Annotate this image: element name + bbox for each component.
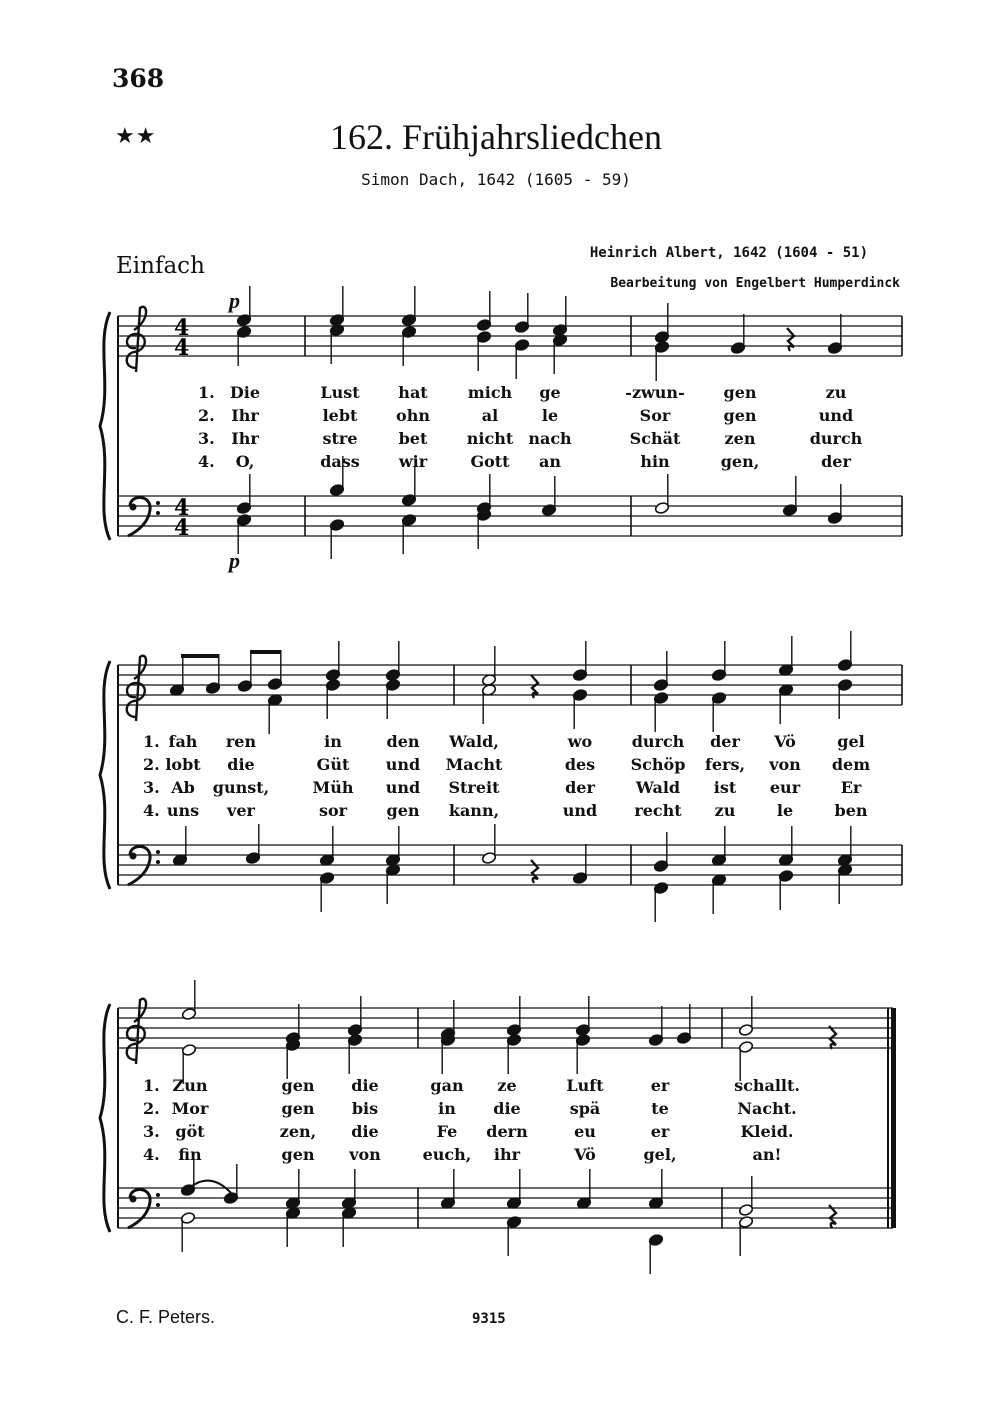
lyric-syllable: göt [175,1122,205,1141]
lyric-syllable: fers, [704,755,746,774]
lyric-syllable: al [481,406,499,425]
verse-number: 1. [198,383,215,402]
lyric-syllable: te [651,1099,669,1118]
bass-clef [128,1189,150,1228]
lyric-syllable: eur [769,778,801,797]
bass-clef [156,1193,160,1197]
lyric-syllable: Er [840,778,862,797]
verse-number: 2. [198,406,215,425]
tempo-marking: Einfach [116,253,205,279]
lyric-syllable: ohn [396,406,430,425]
bass-clef [156,860,160,864]
time-signature: 4 [174,315,190,341]
bass-clef [156,501,160,505]
lyric-syllable: fah [168,732,198,751]
lyric-syllable: gunst, [212,778,270,797]
lyric-syllable: der [821,452,851,471]
lyric-syllable: Mor [171,1099,209,1118]
lyric-syllable: des [564,755,596,774]
lyric-syllable: dass [320,452,360,471]
dynamic-treble: p [229,288,240,313]
lyric-syllable: der [565,778,595,797]
publisher: C. F. Peters. [116,1307,216,1327]
lyric-syllable: uns [166,801,200,820]
lyric-syllable: gan [430,1076,464,1095]
lyric-syllable: den [386,732,420,751]
lyric-syllable: Wald [635,778,681,797]
system-brace [100,312,110,540]
lyric-syllable: recht [634,801,682,820]
lyric-syllable: bis [351,1099,379,1118]
lyric-syllable: die [351,1076,379,1095]
lyric-syllable: schallt. [734,1076,800,1095]
lyric-syllable: ze [497,1076,517,1095]
lyric-syllable: gen, [720,452,760,471]
difficulty-stars: ★★ [115,124,157,149]
lyric-syllable: und [385,755,421,774]
lyric-syllable: er [650,1076,670,1095]
lyric-syllable: -zwun- [625,383,685,402]
lyric-syllable: Lust [320,383,360,402]
composer-credit: Heinrich Albert, 1642 (1604 - 51) [589,245,868,261]
lyric-syllable: ihr [493,1145,521,1164]
lyric-syllable: von [349,1145,381,1164]
lyric-syllable: die [493,1099,521,1118]
bass-clef [130,853,137,860]
verse-number: 3. [143,778,160,797]
lyric-syllable: gen [281,1145,315,1164]
verse-number: 4. [198,452,215,471]
lyric-syllable: die [227,755,255,774]
lyric-syllable: O, [235,452,255,471]
lyric-syllable: kann, [448,801,500,820]
lyric-syllable: Ihr [231,406,259,425]
lyric-syllable: und [818,406,854,425]
lyric-syllable: hin [640,452,670,471]
bass-clef [156,850,160,854]
lyric-syllable: nach [528,429,572,448]
time-signature: 4 [174,335,190,361]
quarter-rest [531,860,538,883]
lyric-syllable: Schöp [630,755,686,774]
plate-number: 9315 [472,1311,506,1327]
lyric-syllable: lebt [322,406,358,425]
verse-number: 2. [143,1099,160,1118]
lyric-syllable: gen [723,406,757,425]
lyric-syllable: stre [322,429,358,448]
lyric-syllable: hat [398,383,428,402]
lyric-syllable: sor [318,801,348,820]
lyric-syllable: durch [809,429,863,448]
lyric-syllable: ge [539,383,561,402]
lyric-syllable: Nacht. [737,1099,797,1118]
lyric-syllable: Kleid. [740,1122,794,1141]
lyric-syllable: der [710,732,740,751]
verse-number: 3. [143,1122,160,1141]
lyric-syllable: gel, [643,1145,677,1164]
lyric-syllable: wo [567,732,593,751]
lyric-syllable: Die [229,383,261,402]
lyric-syllable: Ihr [231,429,259,448]
lyric-syllable: zu [714,801,736,820]
bass-clef [128,497,150,536]
lyric-syllable: gen [386,801,420,820]
lyric-syllable: Macht [445,755,503,774]
verse-number: 4. [143,1145,160,1164]
lyric-syllable: an! [752,1145,782,1164]
lyric-syllable: Müh [312,778,354,797]
verse-number: 1. [143,1076,160,1095]
lyric-syllable: zen, [279,1122,317,1141]
lyric-syllable: Wald, [449,732,499,751]
lyric-syllable: Güt [316,755,350,774]
lyric-syllable: wir [398,452,428,471]
lyric-syllable: Vö [574,1145,596,1164]
lyric-syllable: gel [837,732,865,751]
time-signature: 4 [174,515,190,541]
lyric-syllable: in [438,1099,456,1118]
lyric-syllable: gen [281,1076,315,1095]
lyric-syllable: le [541,406,559,425]
lyric-syllable: Zun [172,1076,208,1095]
verse-number: 3. [198,429,215,448]
lyric-syllable: Sor [639,406,671,425]
lyric-syllable: Ab [171,778,195,797]
lyric-syllable: zu [825,383,847,402]
lyric-syllable: Vö [774,732,796,751]
lyric-syllable: Luft [566,1076,604,1095]
lyric-syllable: Streit [448,778,500,797]
lyric-syllable: ren [225,732,257,751]
lyric-syllable: lobt [165,755,201,774]
bass-clef [156,511,160,515]
lyric-syllable: ver [227,801,255,820]
lyric-syllable: gen [723,383,757,402]
final-barline [891,1008,896,1228]
lyric-syllable: spä [569,1099,601,1118]
lyric-syllable: eu [574,1122,596,1141]
lyric-syllable: le [776,801,794,820]
lyric-syllable: an [539,452,561,471]
lyric-syllable: nicht [466,429,514,448]
text-author: Simon Dach, 1642 (1605 - 59) [361,170,631,189]
system-brace [100,1004,110,1232]
arranger-credit: Bearbeitung von Engelbert Humperdinck [610,276,900,291]
lyric-syllable: fin [178,1145,202,1164]
time-signature: 4 [174,495,190,521]
lyric-syllable: bet [398,429,428,448]
lyric-syllable: Schät [629,429,681,448]
lyric-syllable: dem [831,755,871,774]
lyric-syllable: gen [281,1099,315,1118]
bass-clef [156,1203,160,1207]
lyric-syllable: mich [467,383,513,402]
lyric-syllable: Fe [436,1122,458,1141]
lyric-syllable: zen [724,429,756,448]
lyric-syllable: ben [834,801,868,820]
song-title: 162. Frühjahrsliedchen [330,117,662,157]
system-brace [100,661,110,889]
verse-number: 4. [143,801,160,820]
lyric-syllable: und [385,778,421,797]
lyric-syllable: er [650,1122,670,1141]
bass-clef [130,1196,137,1203]
lyric-syllable: Gott [470,452,510,471]
dynamic-bass: p [229,548,240,573]
lyric-syllable: in [324,732,342,751]
slur [192,1181,232,1194]
lyric-syllable: und [562,801,598,820]
page-number: 368 [112,64,165,93]
lyric-syllable: euch, [422,1145,472,1164]
verse-number: 2. [143,755,160,774]
lyric-syllable: die [351,1122,379,1141]
verse-number: 1. [143,732,160,751]
bass-clef [130,504,137,511]
bass-clef [128,846,150,885]
quarter-rest [787,328,794,351]
lyric-syllable: durch [631,732,685,751]
lyric-syllable: von [769,755,801,774]
lyric-syllable: dern [486,1122,528,1141]
lyric-syllable: ist [713,778,737,797]
